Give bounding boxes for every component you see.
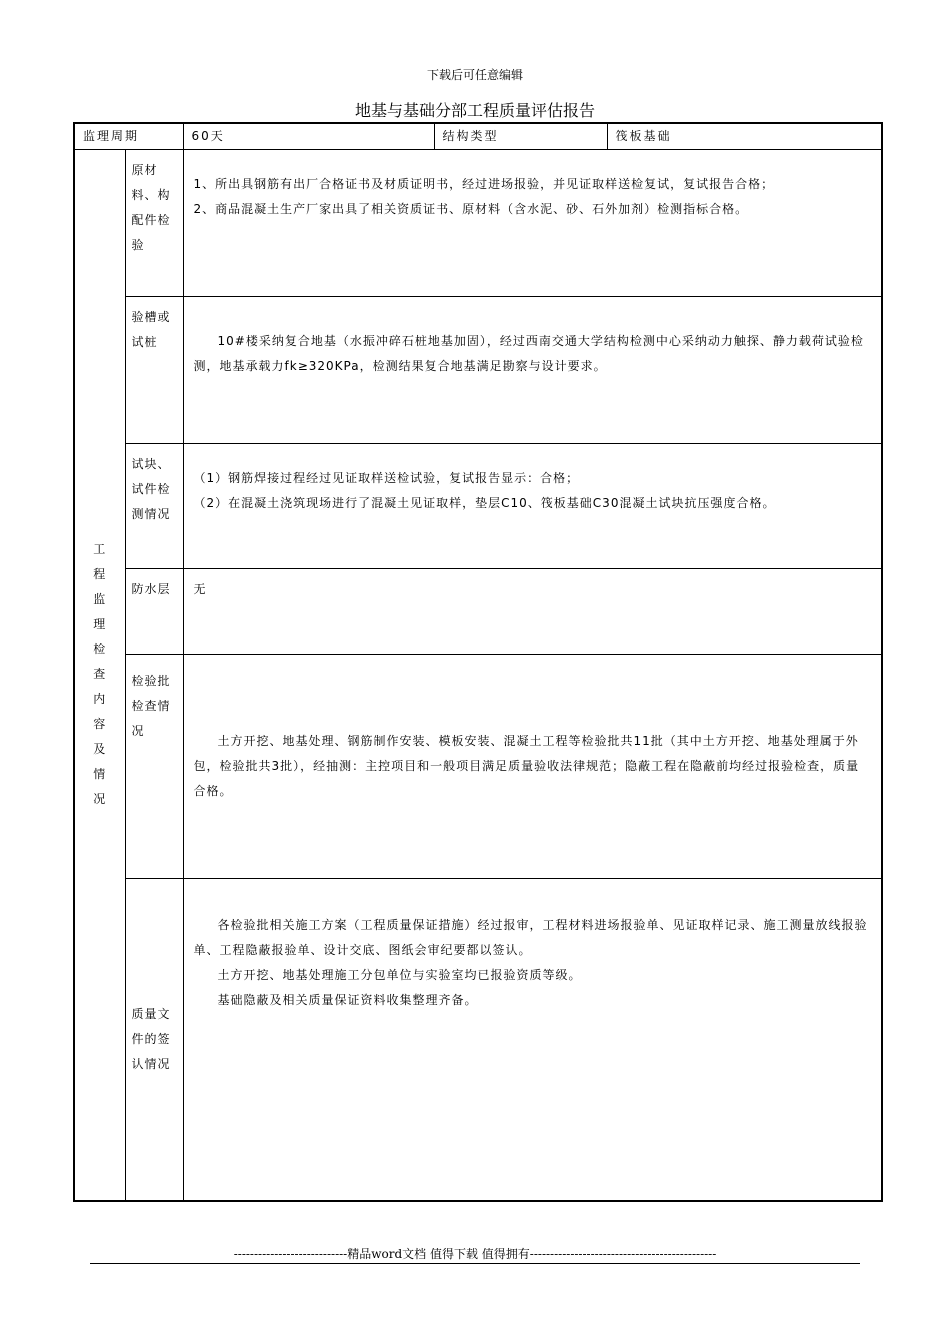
side-label: 工程监理检查内容及情况 [74, 150, 125, 1201]
footer-rule [90, 1263, 860, 1264]
supervision-period-label: 监理周期 [74, 123, 183, 150]
table-row [74, 879, 882, 1201]
category-materials: 原材料、构配件检验 [125, 150, 183, 297]
table-row [74, 655, 882, 879]
table-row [74, 297, 882, 444]
header-note: 下载后可任意编辑 [426, 68, 523, 82]
table-row [74, 444, 882, 569]
category-specimen-testing: 试块、试件检测情况 [125, 444, 183, 569]
category-foundation-inspection: 验槽或试桩 [125, 297, 183, 444]
content-foundation-inspection: 10#楼采纳复合地基（水振冲碎石桩地基加固），经过西南交通大学结构检测中心采纳动力触探、静力载荷试验检测，地基承载力fk≥320KPa，检测结果复合地基满足勘察与设计要求。 [183, 297, 882, 444]
supervision-period-value: 60天 [183, 123, 434, 150]
table-row [74, 569, 882, 655]
content-document-signoff: 各检验批相关施工方案（工程质量保证措施）经过报审，工程材料进场报验单、见证取样记录、施工测量放线报验单、工程隐蔽报验单、设计交底、图纸会审纪要都以签认。 土方开挖、地基处理施工分包单位与实验室均已报验资质等级。 基础隐蔽及相关质量保证资料收集整理齐备。 [183, 879, 882, 1201]
content-waterproofing: 无 [183, 569, 882, 655]
category-document-signoff: 质量文件的签认情况 [125, 879, 183, 1201]
table-row [74, 150, 882, 297]
report-table [73, 122, 883, 1202]
category-waterproofing: 防水层 [125, 569, 183, 655]
footer-text: ----------------------------精品word文档 值得下载 值得拥有---------------------------------------------- [233, 1247, 717, 1261]
content-batch-inspection: 土方开挖、地基处理、钢筋制作安装、模板安装、混凝土工程等检验批共11批（其中土方开挖、地基处理属于外包，检验批共3批），经抽测：主控项目和一般项目满足质量验收法律规范；隐蔽工程在隐蔽前均经过报验检查，质量合格。 [183, 655, 882, 879]
document-title: 地基与基础分部工程质量评估报告 [354, 101, 595, 120]
content-specimen-testing: （1）钢筋焊接过程经过见证取样送检试验，复试报告显示：合格； （2）在混凝土浇筑现场进行了混凝土见证取样，垫层C10、筏板基础C30混凝土试块抗压强度合格。 [183, 444, 882, 569]
structure-type-label: 结构类型 [434, 123, 607, 150]
table-header-row [74, 123, 882, 150]
content-materials: 1、所出具钢筋有出厂合格证书及材质证明书，经过进场报验，并见证取样送检复试，复试报告合格； 2、商品混凝土生产厂家出具了相关资质证书、原材料（含水泥、砂、石外加剂）检测指标合格。 [183, 150, 882, 297]
structure-type-value: 筏板基础 [607, 123, 882, 150]
category-batch-inspection: 检验批检查情况 [125, 655, 183, 879]
